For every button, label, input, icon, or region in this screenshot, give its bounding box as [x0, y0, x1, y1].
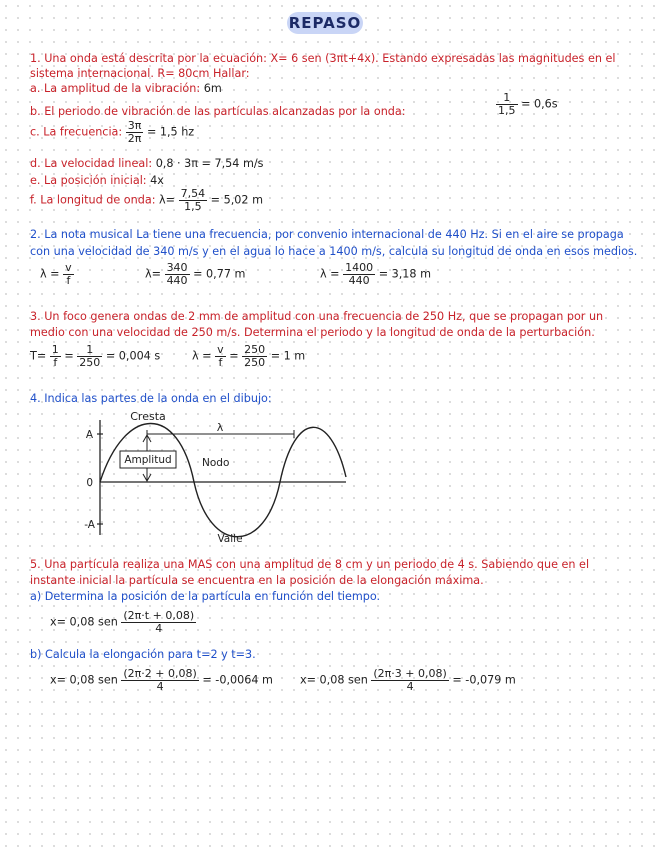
p3-statement-line1: 3. Un foco genera ondas de 2 mm de amplitud con una frecuencia de 250 Hz, que se propagan por un	[30, 310, 604, 323]
p2-f3-den: 440	[348, 274, 370, 287]
p2-f1-den: f	[66, 274, 71, 287]
page-title: REPASO	[288, 14, 362, 32]
label-trough: Valle	[217, 533, 243, 545]
label-crest: Cresta	[130, 410, 166, 423]
p1-statement-line2: sistema internacional. R= 80cm Hallar:	[30, 67, 250, 80]
p3-t-lhs: T=	[30, 349, 47, 363]
p5-question-a: a) Determina la posición de la partícula en función del tiempo.	[30, 590, 381, 603]
p2-f2-lhs: λ=	[145, 267, 161, 281]
axis-label-neg-a: -A	[84, 519, 95, 531]
p2-formula-1	[40, 262, 74, 287]
p1-item-f	[30, 188, 263, 213]
p2-f3-result: = 3,18 m	[378, 267, 431, 281]
p3-statement-line2: medio con una velocidad de 250 m/s. Determina el periodo y la longitud de onda de la perturbación.	[30, 326, 595, 339]
p1-item-e	[30, 174, 164, 188]
p1-b-result: = 0,6s	[521, 97, 558, 111]
label-node: Nodo	[202, 457, 230, 469]
p3-period-formula	[30, 344, 160, 369]
p5-b2-den: 4	[406, 680, 414, 693]
p2-f2-num: 340	[166, 261, 188, 274]
p1-f-num: 7,54	[180, 187, 206, 200]
p2-f3-lhs: λ =	[320, 267, 340, 281]
p2-statement-line1: 2. La nota musical La tiene una frecuencia, por convenio internacional de 440 Hz. Si en el aire se propaga	[30, 228, 624, 241]
p5-b1-den: 4	[156, 680, 164, 693]
p1-item-d	[30, 157, 263, 171]
p5-b2-num: (2π·3 + 0,08)	[373, 667, 447, 680]
p5-b2-lhs: x= 0,08 sen	[300, 673, 368, 687]
p1-b-question: b. El periodo de vibración de las partículas alcanzadas por la onda:	[30, 105, 406, 118]
p5-a-formula	[50, 610, 196, 635]
p1-b-answer	[496, 92, 558, 117]
p1-f-question: f. La longitud de onda:	[30, 193, 156, 207]
p5-b1-num: (2π·2 + 0,08)	[123, 667, 197, 680]
p5-b2-result: = -0,079 m	[452, 673, 516, 687]
p1-f-den: 1,5	[184, 200, 202, 213]
label-amplitude: Amplitud	[124, 454, 172, 466]
p2-formula-3	[320, 262, 431, 287]
p3-t-eq: =	[64, 349, 74, 363]
p1-f-lhs: λ=	[159, 193, 176, 207]
p1-b-num: 1	[496, 92, 518, 105]
axis-label-a: A	[85, 429, 93, 441]
p2-formula-2	[145, 262, 245, 287]
p1-c-question: c. La frecuencia:	[30, 125, 123, 139]
p5-b2-formula	[300, 668, 516, 693]
p2-statement-line2: con una velocidad de 340 m/s y en el agua lo hace a 1400 m/s, calcula su longitud de onda en esos medios.	[30, 245, 638, 258]
p1-a-answer: 6m	[203, 82, 222, 95]
p3-l-lhs: λ =	[192, 349, 212, 363]
p1-item-c	[30, 120, 194, 145]
p2-f1-lhs: λ =	[40, 267, 60, 281]
p1-d-question: d. La velocidad lineal:	[30, 157, 153, 170]
p3-t-den1: f	[53, 356, 58, 369]
p5-statement-line2: instante inicial la partícula se encuentra en la posición de la elongación máxima.	[30, 574, 484, 587]
p2-f3-num: 1400	[345, 261, 374, 274]
p3-l-eq: =	[229, 349, 239, 363]
p1-statement-line1: 1. Una onda está descrita por la ecuación: X= 6 sen (3πt+4x). Estando expresadas las magnitudes en el	[30, 52, 616, 65]
p1-c-den: 2π	[127, 132, 142, 145]
p3-l-den2: 250	[244, 356, 266, 369]
wave-diagram	[80, 405, 360, 545]
p1-b-den: 1,5	[498, 104, 516, 117]
axis-label-zero: 0	[86, 477, 93, 489]
p5-b1-lhs: x= 0,08 sen	[50, 673, 118, 687]
p1-c-result: = 1,5 hz	[146, 125, 195, 139]
p3-l-num2: 250	[244, 343, 266, 356]
label-lambda: λ	[216, 421, 224, 434]
wave-curve	[100, 423, 346, 536]
p2-f1-num: v	[65, 261, 72, 274]
p1-a-question: a. La amplitud de la vibración:	[30, 82, 201, 95]
p3-l-num1: v	[217, 343, 224, 356]
p3-l-den1: f	[218, 356, 223, 369]
p3-wavelength-formula	[192, 344, 305, 369]
p3-l-result: = 1 m	[270, 349, 306, 363]
p1-item-a	[30, 82, 222, 96]
p1-f-result: = 5,02 m	[210, 193, 263, 207]
p5-b1-result: = -0,0064 m	[202, 673, 273, 687]
p1-d-answer: 0,8 · 3π = 7,54 m/s	[155, 157, 264, 170]
p2-f2-result: = 0,77 m	[193, 267, 246, 281]
p4-statement: 4. Indica las partes de la onda en el dibujo:	[30, 392, 272, 405]
p1-e-answer: 4x	[150, 174, 164, 187]
p5-a-den: 4	[155, 622, 163, 635]
p2-f2-den: 440	[166, 274, 188, 287]
p3-t-den2: 250	[79, 356, 101, 369]
p3-t-result: = 0,004 s	[105, 349, 161, 363]
p1-c-num: 3π	[127, 119, 142, 132]
p5-question-b: b) Calcula la elongación para t=2 y t=3.	[30, 648, 256, 661]
p5-a-num: (2π·t + 0,08)	[123, 609, 195, 622]
p1-e-question: e. La posición inicial:	[30, 174, 147, 187]
p5-a-lhs: x= 0,08 sen	[50, 615, 118, 629]
p5-statement-line1: 5. Una partícula realiza una MAS con una amplitud de 8 cm y un periodo de 4 s. Sabiendo que en el	[30, 558, 590, 571]
p3-t-num2: 1	[77, 344, 102, 357]
p3-t-num1: 1	[51, 343, 59, 356]
p5-b1-formula	[50, 668, 273, 693]
